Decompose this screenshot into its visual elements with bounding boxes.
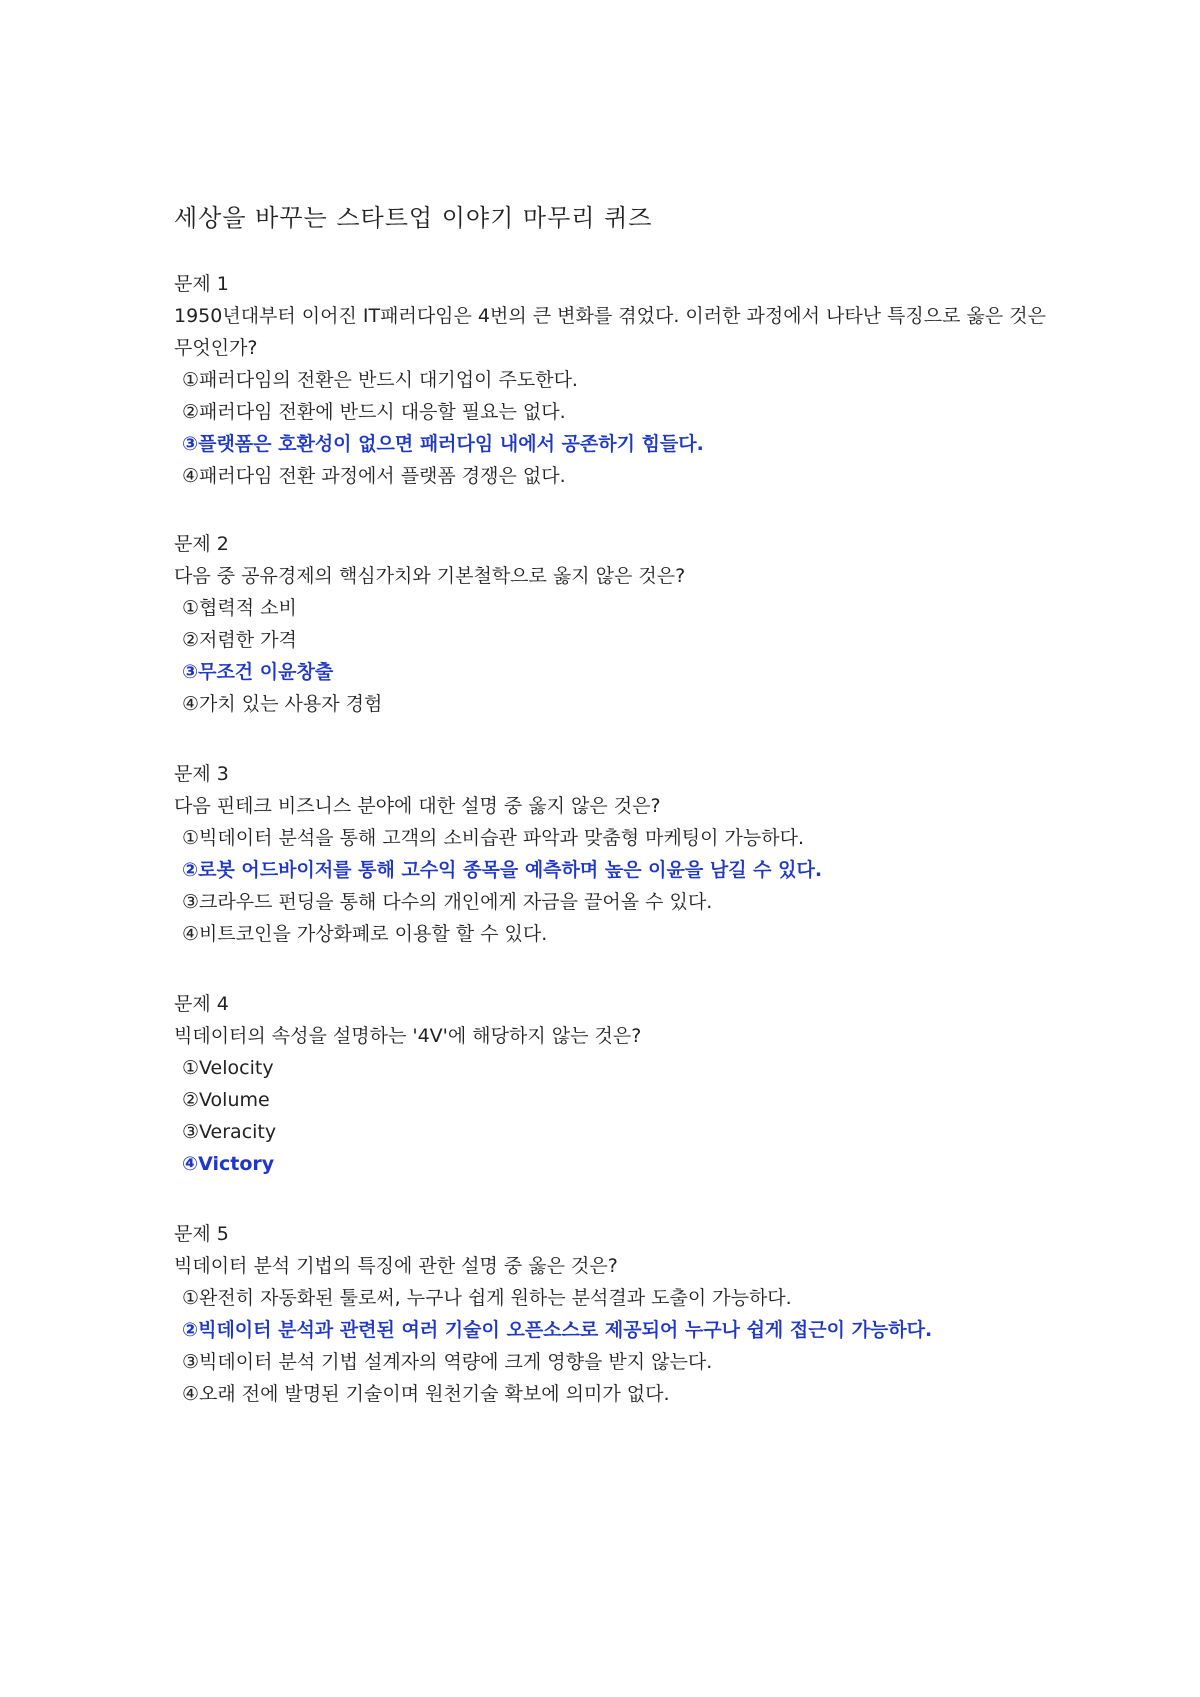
option-1: ①패러다임의 전환은 반드시 대기업이 주도한다. bbox=[182, 369, 578, 391]
question-text: 다음 핀테크 비즈니스 분야에 대한 설명 중 옳지 않은 것은? bbox=[174, 795, 661, 817]
question-text: 다음 중 공유경제의 핵심가치와 기본철학으로 옳지 않은 것은? bbox=[174, 565, 686, 587]
page-title: 세상을 바꾸는 스타트업 이야기 마무리 퀴즈 bbox=[174, 204, 653, 232]
option-1: ①완전히 자동화된 툴로써, 누구나 쉽게 원하는 분석결과 도출이 가능하다. bbox=[182, 1287, 792, 1309]
question-label: 문제 1 bbox=[174, 273, 229, 295]
option-3: ③빅데이터 분석 기법 설계자의 역량에 크게 영향을 받지 않는다. bbox=[182, 1351, 713, 1373]
option-1: ①협력적 소비 bbox=[182, 597, 297, 619]
option-2-correct-answer: ②빅데이터 분석과 관련된 여러 기술이 오픈소스로 제공되어 누구나 쉽게 접근이 가능하다. bbox=[182, 1319, 933, 1341]
option-4: ④비트코인을 가상화폐로 이용할 할 수 있다. bbox=[182, 923, 548, 945]
option-3-correct-answer: ③플랫폼은 호환성이 없으면 패러다임 내에서 공존하기 힘들다. bbox=[182, 433, 704, 455]
option-4-correct-answer: ④Victory bbox=[182, 1153, 275, 1175]
option-3: ③크라우드 펀딩을 통해 다수의 개인에게 자금을 끌어올 수 있다. bbox=[182, 891, 713, 913]
question-label: 문제 2 bbox=[174, 533, 229, 555]
question-label: 문제 5 bbox=[174, 1223, 229, 1245]
question-text: 빅데이터의 속성을 설명하는 '4V'에 해당하지 않는 것은? bbox=[174, 1025, 642, 1047]
question-text: 빅데이터 분석 기법의 특징에 관한 설명 중 옳은 것은? bbox=[174, 1255, 618, 1277]
option-4: ④오래 전에 발명된 기술이며 원천기술 확보에 의미가 없다. bbox=[182, 1383, 670, 1405]
option-1: ①Velocity bbox=[182, 1057, 274, 1079]
option-1: ①빅데이터 분석을 통해 고객의 소비습관 파악과 맞춤형 마케팅이 가능하다. bbox=[182, 827, 805, 849]
option-2: ②패러다임 전환에 반드시 대응할 필요는 없다. bbox=[182, 401, 566, 423]
option-3-correct-answer: ③무조건 이윤창출 bbox=[182, 661, 334, 683]
option-2-correct-answer: ②로봇 어드바이저를 통해 고수익 종목을 예측하며 높은 이윤을 남길 수 있다. bbox=[182, 859, 823, 881]
option-4: ④패러다임 전환 과정에서 플랫폼 경쟁은 없다. bbox=[182, 465, 566, 487]
option-2: ②저렴한 가격 bbox=[182, 629, 297, 651]
question-label: 문제 4 bbox=[174, 993, 229, 1015]
question-2 bbox=[174, 528, 1054, 720]
question-label: 문제 3 bbox=[174, 763, 229, 785]
question-text: 1950년대부터 이어진 IT패러다임은 4번의 큰 변화를 겪었다. 이러한 과정에서 나타난 특징으로 옳은 것은 무엇인가? bbox=[174, 305, 1046, 359]
question-3 bbox=[174, 758, 1054, 950]
question-5 bbox=[174, 1218, 1054, 1410]
option-3: ③Veracity bbox=[182, 1121, 277, 1143]
option-2: ②Volume bbox=[182, 1089, 270, 1111]
question-4 bbox=[174, 988, 1054, 1180]
option-4: ④가치 있는 사용자 경험 bbox=[182, 693, 383, 715]
question-1 bbox=[174, 268, 1054, 492]
